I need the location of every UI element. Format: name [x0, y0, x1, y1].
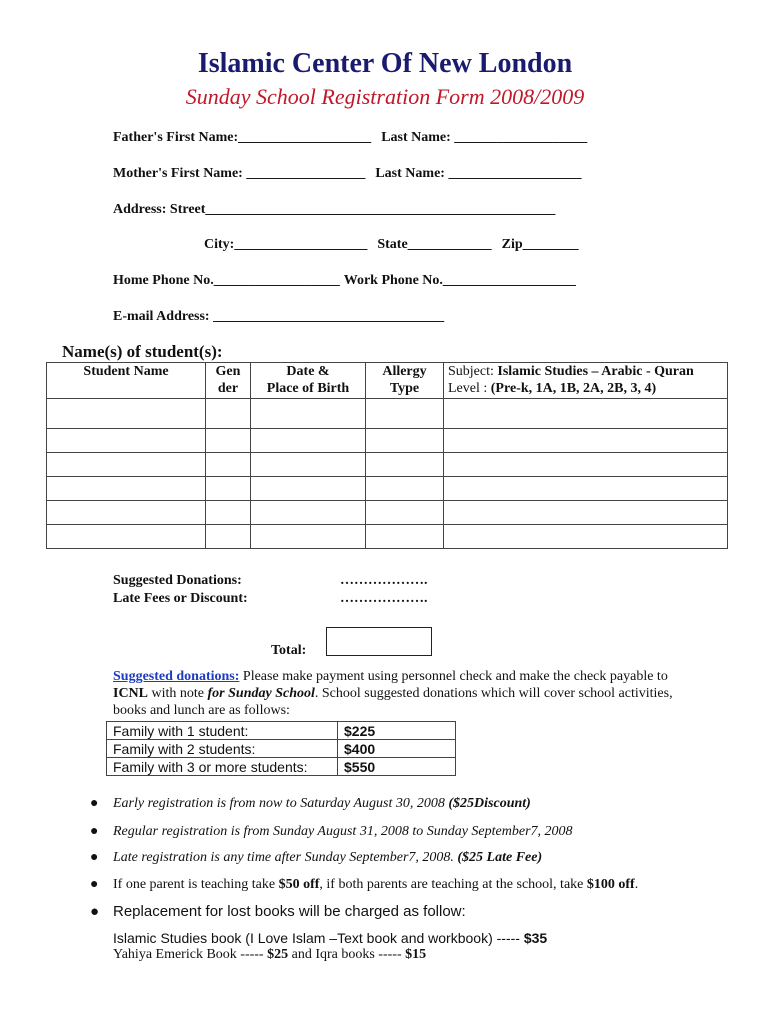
- header-allergy-line2: Type: [389, 381, 420, 396]
- islamic-studies-book-text: Islamic Studies book (I Love Islam –Text book and workbook) -----: [113, 930, 524, 946]
- mother-first-name-field[interactable]: Mother's First Name: _________________: [113, 166, 366, 181]
- subject-prefix: Subject:: [448, 364, 498, 379]
- city-state-zip-row: [204, 237, 579, 253]
- replacement-text: Replacement for lost books will be charged as follow:: [113, 903, 466, 920]
- early-registration-discount: ($25Discount): [448, 796, 531, 811]
- home-phone-field[interactable]: Home Phone No.__________________: [113, 273, 340, 288]
- regular-registration-text: Regular registration is from Sunday August 31, 2008 to Sunday September7, 2008: [113, 824, 573, 839]
- suggested-donations-link[interactable]: Suggested donations:: [113, 669, 240, 684]
- header-gender-line1: Gen: [215, 364, 241, 379]
- iqra-books-text: and Iqra books -----: [288, 947, 406, 962]
- bullet-replacement-books: [90, 903, 466, 920]
- bullet-dot-icon: ●: [90, 796, 99, 811]
- students-table-header: [47, 363, 728, 399]
- table-row[interactable]: [47, 453, 728, 477]
- fee-label: Family with 1 student:: [107, 722, 338, 740]
- table-row[interactable]: [47, 477, 728, 501]
- early-registration-text: Early registration is from now to Saturday August 30, 2008: [113, 796, 449, 811]
- level-prefix: Level :: [448, 381, 491, 396]
- mother-name-row: [113, 166, 581, 182]
- students-table: [46, 362, 728, 549]
- book-yahiya-iqra: [113, 947, 426, 963]
- bullet-dot-icon: ●: [90, 877, 99, 892]
- header-date-line2: Place of Birth: [266, 381, 350, 396]
- table-row: [107, 740, 456, 758]
- payment-note: for Sunday School: [207, 686, 315, 701]
- fee-label: Family with 2 students:: [107, 740, 338, 758]
- islamic-studies-book-price: $35: [523, 930, 548, 946]
- table-row[interactable]: [47, 501, 728, 525]
- header-allergy-line1: Allergy: [382, 364, 427, 379]
- total-label: Total:: [271, 643, 307, 658]
- fee-label: Family with 3 or more students:: [107, 758, 338, 776]
- form-title: Islamic Center Of New London: [197, 48, 573, 79]
- teaching-both-parents: $100 off: [586, 877, 635, 892]
- zip-field[interactable]: Zip________: [501, 237, 579, 252]
- total-box[interactable]: [326, 627, 432, 656]
- late-fees-label: Late Fees or Discount:: [113, 591, 248, 606]
- header-subject-level: [444, 363, 728, 399]
- level-value: (Pre-k, 1A, 1B, 2A, 2B, 3, 4): [490, 381, 657, 396]
- suggested-donations-label: Suggested Donations:: [113, 573, 242, 588]
- form-subtitle: Sunday School Registration Form 2008/2009: [185, 84, 585, 109]
- father-first-name-field[interactable]: Father's First Name:___________________: [113, 130, 372, 145]
- students-section-title: Name(s) of student(s):: [62, 342, 223, 361]
- book-islamic-studies: [113, 930, 547, 946]
- father-last-name-field[interactable]: Last Name: ___________________: [381, 130, 588, 145]
- email-field[interactable]: E-mail Address: _________________________________: [113, 309, 445, 324]
- late-fees-value[interactable]: ……………….: [340, 591, 428, 606]
- subject-value: Islamic Studies – Arabic - Quran: [497, 364, 694, 379]
- bullet-dot-icon: ●: [90, 850, 99, 865]
- fees-table: [106, 721, 456, 776]
- table-row[interactable]: [47, 429, 728, 453]
- bullet-dot-icon: ●: [90, 824, 99, 839]
- bullet-early-registration: [90, 796, 531, 812]
- payment-text-3: . School suggested donations which will cover school activities, books and lunch are as follows:: [113, 686, 673, 718]
- bullet-dot-icon: ●: [90, 903, 100, 920]
- father-name-row: [113, 130, 587, 146]
- state-field[interactable]: State____________: [377, 237, 492, 252]
- teaching-one-parent: $50 off: [278, 877, 320, 892]
- fee-amount: $550: [338, 758, 456, 776]
- payment-text-2: with note: [148, 686, 208, 701]
- header-student-name: Student Name: [47, 363, 206, 399]
- work-phone-field[interactable]: Work Phone No.___________________: [343, 273, 576, 288]
- table-row: [107, 722, 456, 740]
- bullet-regular-registration: [90, 824, 573, 840]
- table-row[interactable]: [47, 399, 728, 429]
- header-gender: [206, 363, 251, 399]
- payment-text-1: Please make payment using personnel check and make the check payable to: [239, 669, 668, 684]
- teaching-text-3: .: [634, 877, 639, 892]
- bullet-teaching-discount: [90, 877, 639, 893]
- late-registration-fee: ($25 Late Fee): [457, 850, 543, 865]
- teaching-text-1: If one parent is teaching take: [113, 877, 279, 892]
- yahiya-book-price: $25: [267, 947, 289, 962]
- header-date-place: [251, 363, 366, 399]
- mother-last-name-field[interactable]: Last Name: ___________________: [375, 166, 582, 181]
- fee-amount: $400: [338, 740, 456, 758]
- city-field[interactable]: City:___________________: [204, 237, 368, 252]
- header-date-line1: Date &: [286, 364, 330, 379]
- header-gender-line2: der: [217, 381, 239, 396]
- payment-instructions: [113, 668, 673, 719]
- table-row[interactable]: [47, 525, 728, 549]
- suggested-donations-value[interactable]: ……………….: [340, 573, 428, 588]
- header-allergy: [366, 363, 444, 399]
- bullet-late-registration: [90, 850, 543, 866]
- phone-row: [113, 273, 576, 289]
- teaching-text-2: , if both parents are teaching at the school, take: [319, 877, 587, 892]
- fee-amount: $225: [338, 722, 456, 740]
- late-registration-text: Late registration is any time after Sunday September7, 2008.: [113, 850, 458, 865]
- iqra-books-price: $15: [405, 947, 427, 962]
- payee-icnl: ICNL: [113, 686, 149, 701]
- table-row: [107, 758, 456, 776]
- yahiya-book-text: Yahiya Emerick Book -----: [113, 947, 268, 962]
- address-field[interactable]: Address: Street__________________________________________________: [113, 202, 556, 217]
